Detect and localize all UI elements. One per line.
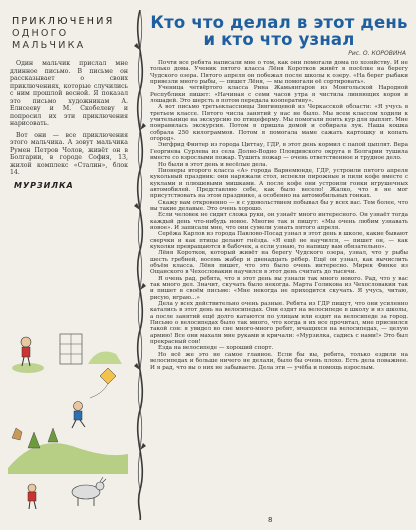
kite-icon [90,368,116,398]
illustrator-byline: Рис. О. КОРОВИНА [348,50,406,57]
article-paragraph: Дела у всех действительно очень разные. Ребята из ГДР пишут, что они усиленно катались в этот день на велосипедах. Они ездят на велосипеде в школу и из школы, а после занятий ещё долго катаются по улицам или ездят на велосипеде за город. Письмо о велосипедах было так много, что когда я их все прочитал, мне приснился такой сон: я увидел во сне много-много ребят, мчащихся на велосипедах, — целую армию! Все они махали мне руками и кричали: «Мурзилка, садись с нами!» Это был прекрасный сон! [150,301,408,346]
article-title-line: и кто что узнал [203,30,355,49]
article-paragraph: Но всё же это не самое главное. Если бы вы, ребята, только ездили на велосипедах и больше ничего не делали, было бы очень плохо. Есть дела поважнее. И я рад, что вы о них не забываете. Дела эти — учёба и помощь взрослым. [150,351,408,371]
sidebar-title-line: МАЛЬЧИКА [12,40,86,51]
article-paragraph: А вот письмо третьеклассницы Звягинцевой из Черкасской области: «Я учусь в третьем классе. Пятого числа занятий у нас не было. Мы всем классом ходили к учительнице на экскурсию по птицеферму. Мы помогали поить кур для цыплят. Мне понравилась экскурсия. Потом я пришла домой и собирала лук. Наша кошка собрала 250 килограммов. Потом я помогала маме сажать картошку и копать огород». [150,104,408,143]
article-paragraph: Ученица четвёртого класса Рина Жамьянгаров из Монгольской Народной Республики пишет: «Начиная с семи часов утра я чистила линяющих коров и лошадей. Это шерсть я потом передала кооперативу». [150,85,408,105]
sidebar-paragraph: Один мальчик прислал мне длинное письмо. В письме он рассказывает о своих приключениях, которые случились с ним прошлой весной. Я показал это письмо художникам А. Елисееву и М. Скобелеву и попросил их эти приключения нарисовать. [10,60,128,127]
article-title-line: Кто что делал в этот день [150,13,408,32]
article-paragraph: Езда на велосипеде — хороший спорт. [158,345,274,352]
article-paragraph: Серёжа Карлов из города Павлово-Посад узнал в этот день в школе, какие бывают сверчки и как птицы делают гнёзда. «Я ещё не научился, — пишет он, — как куколки превращаются в бабочек, а если узнаю, то напишу вам обязательно». [150,231,408,250]
article-body [150,60,408,371]
comic-illustration [8,328,128,518]
small-boy-icon [28,484,36,509]
page-number: 8 [268,516,273,524]
running-boy-icon [72,402,85,429]
sidebar-title-line: ПРИКЛЮЧЕНИЯ [12,16,115,27]
goat-icon [72,477,106,506]
article-column [150,14,408,519]
boy-figure-icon [12,337,44,373]
hill-icon [8,428,128,474]
sidebar-signature: МУРЗИЛКА [14,180,74,190]
article-paragraph: Но были в этот день и весёлые дела. [158,161,268,168]
gate-icon [60,334,122,364]
ornament-divider [128,10,152,520]
article-paragraph: Скажу вам откровенно — я с удовольствием побывал бы у всех вас. Тем более, что вы такие делавые. Это очень хорошо. [150,199,408,212]
sidebar-paragraph: Вот они — все приключения этого мальчика. А зовут мальчика Румен Петров Чолов, живёт он в Болгарии, в городе София, 13, жилой комплекс «Сталин», блок 14. [10,131,128,176]
article-paragraph: Лёня Коротков, который живёт на берегу Чудского озера, узнал, что у рыбы шесть гребней, восемь жабер и двенадцать рёбер. Ещё он узнал, как вычислить объём класса. Лёня пишет, что это было очень интересно. Мирек Финке из Ощанского в Чехословакии научился в этот день считать до тысячи. [150,250,408,276]
article-paragraph: Если человек не сидит сложа руки, он узнаёт много интересного. Он узнаёт тогда каждый день что-нибудь новое. Многие так и пишут: «Мы очень любим узнавать новое». И записали мне, что они сумели узнать пятого апреля. [150,212,408,231]
article-paragraph: Энгфрид Финтер из города Циттау, ГДР, в этот день кормил с папой цыплят. Вера Георгиева Сурлева из села Долно-Водно Пловдивского округа в Болгарии тушила вместе со взрослыми пожар. Тушить пожар — очень ответственное и трудное дело. [150,142,408,162]
sidebar-title [8,10,128,52]
article-paragraph: Я очень рад, ребята, что в этот день вы узнали так много нового. Рад, что у вас так много дел. Значит, скучать было некогда. Марта Голикова из Чехословакии так и пишет в своём письме: «Мне некогда не приходится скучать. Я учусь, читаю, рисую, играю...» [150,275,408,301]
sidebar-text [8,60,128,177]
sidebar-column [8,10,128,515]
article-paragraph: Пионеры второго класса «А» города Варнемюнде, ГДР, устроили пятого апреля кукольный праздник: они наряжали стол, испекли пирожные и пили кофе вместе с куклами и плюшевыми мишками. А после кофе они устроили гонки игрушечных автомобилей. Представляю себе, как было весело! Жалко, что я не мог присутствовать на этом празднике, а особенно на автомобильных гонках. [150,167,408,200]
article-paragraph: Почти все ребята написали мне о том, как они помогали дома по хозяйству. И не только дома. Ученик пятого класса Лёня Коротков живёт в посёлке на берегу Чудского озера. Пятого апреля он побежал после школы к озеру. «На берег рыбаки привезли много рыбы, — пишет Лёня, — мы помогали её сортировать». [150,60,408,86]
article-title [150,14,408,48]
sidebar-title-line: ОДНОГО [12,28,69,39]
